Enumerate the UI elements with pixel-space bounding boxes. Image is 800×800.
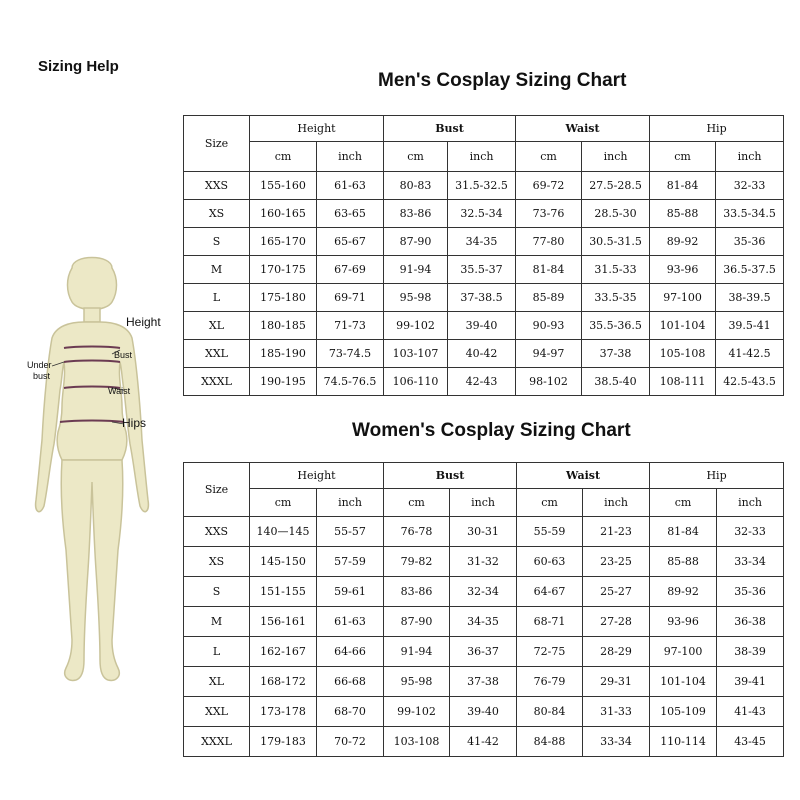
height-inch-cell: 64-66 xyxy=(317,637,384,667)
unit-inch-header: inch xyxy=(317,489,384,517)
hip-cm-cell: 81-84 xyxy=(650,517,717,547)
hip-inch-cell: 35-36 xyxy=(717,577,784,607)
size-cell: XXL xyxy=(184,340,250,368)
waist-header: Waist xyxy=(516,116,650,142)
waist-cm-cell: 64-67 xyxy=(517,577,583,607)
waist-inch-cell: 28-29 xyxy=(583,637,650,667)
waist-cm-cell: 80-84 xyxy=(517,697,583,727)
bust-inch-cell: 35.5-37 xyxy=(448,256,516,284)
waist-inch-cell: 31-33 xyxy=(583,697,650,727)
bust-inch-cell: 31-32 xyxy=(450,547,517,577)
table-row xyxy=(184,312,784,340)
unit-cm-header: cm xyxy=(250,142,317,172)
height-cm-cell: 190-195 xyxy=(250,368,317,396)
unit-cm-header: cm xyxy=(650,142,716,172)
waist-cm-cell: 77-80 xyxy=(516,228,582,256)
bust-inch-cell: 39-40 xyxy=(448,312,516,340)
bust-inch-cell: 37-38 xyxy=(450,667,517,697)
bust-cm-cell: 79-82 xyxy=(384,547,450,577)
unit-cm-header: cm xyxy=(250,489,317,517)
unit-cm-header: cm xyxy=(384,489,450,517)
hip-cm-cell: 97-100 xyxy=(650,637,717,667)
height-cm-cell: 160-165 xyxy=(250,200,317,228)
height-cm-cell: 179-183 xyxy=(250,727,317,757)
bust-cm-cell: 87-90 xyxy=(384,607,450,637)
bust-inch-cell: 40-42 xyxy=(448,340,516,368)
table-row xyxy=(184,517,784,547)
hip-cm-cell: 89-92 xyxy=(650,577,717,607)
waist-inch-cell: 35.5-36.5 xyxy=(582,312,650,340)
hip-header: Hip xyxy=(650,116,784,142)
bust-inch-cell: 31.5-32.5 xyxy=(448,172,516,200)
table-row xyxy=(184,697,784,727)
hip-cm-cell: 101-104 xyxy=(650,312,716,340)
bust-cm-cell: 103-107 xyxy=(384,340,448,368)
unit-cm-header: cm xyxy=(650,489,717,517)
size-header: Size xyxy=(184,463,250,517)
hip-cm-cell: 85-88 xyxy=(650,547,717,577)
men-chart-title: Men's Cosplay Sizing Chart xyxy=(378,70,627,91)
height-inch-cell: 65-67 xyxy=(317,228,384,256)
waist-inch-cell: 27.5-28.5 xyxy=(582,172,650,200)
bust-cm-cell: 95-98 xyxy=(384,667,450,697)
waist-cm-cell: 60-63 xyxy=(517,547,583,577)
bust-cm-cell: 99-102 xyxy=(384,697,450,727)
table-row xyxy=(184,284,784,312)
unit-inch-header: inch xyxy=(582,142,650,172)
under-bust-label-line2: bust xyxy=(33,371,51,381)
unit-inch-header: inch xyxy=(717,489,784,517)
size-cell: XXXL xyxy=(184,368,250,396)
sizing-help-heading: Sizing Help xyxy=(38,58,119,75)
waist-cm-cell: 68-71 xyxy=(517,607,583,637)
hip-cm-cell: 93-96 xyxy=(650,256,716,284)
body-measurement-figure xyxy=(0,250,180,770)
unit-inch-header: inch xyxy=(716,142,784,172)
waist-inch-cell: 23-25 xyxy=(583,547,650,577)
size-cell: S xyxy=(184,577,250,607)
women-table-body xyxy=(184,517,784,757)
size-cell: XXXL xyxy=(184,727,250,757)
height-label: Height xyxy=(126,315,161,329)
waist-inch-cell: 33-34 xyxy=(583,727,650,757)
hip-cm-cell: 89-92 xyxy=(650,228,716,256)
bust-cm-cell: 103-108 xyxy=(384,727,450,757)
height-cm-cell: 185-190 xyxy=(250,340,317,368)
table-row xyxy=(184,340,784,368)
unit-cm-header: cm xyxy=(516,142,582,172)
height-inch-cell: 73-74.5 xyxy=(317,340,384,368)
height-cm-cell: 162-167 xyxy=(250,637,317,667)
hip-inch-cell: 32-33 xyxy=(717,517,784,547)
waist-inch-cell: 28.5-30 xyxy=(582,200,650,228)
waist-cm-cell: 69-72 xyxy=(516,172,582,200)
table-row xyxy=(184,200,784,228)
hip-header: Hip xyxy=(650,463,784,489)
bust-cm-cell: 80-83 xyxy=(384,172,448,200)
waist-inch-cell: 25-27 xyxy=(583,577,650,607)
height-inch-cell: 59-61 xyxy=(317,577,384,607)
bust-cm-cell: 76-78 xyxy=(384,517,450,547)
waist-header: Waist xyxy=(517,463,650,489)
size-cell: XL xyxy=(184,312,250,340)
men-table-body xyxy=(184,172,784,396)
height-cm-cell: 175-180 xyxy=(250,284,317,312)
bust-cm-cell: 83-86 xyxy=(384,200,448,228)
hip-inch-cell: 43-45 xyxy=(717,727,784,757)
bust-inch-cell: 34-35 xyxy=(450,607,517,637)
table-row xyxy=(184,727,784,757)
unit-inch-header: inch xyxy=(317,142,384,172)
bust-inch-cell: 32-34 xyxy=(450,577,517,607)
women-sizing-table xyxy=(183,462,784,757)
height-inch-cell: 55-57 xyxy=(317,517,384,547)
height-inch-cell: 57-59 xyxy=(317,547,384,577)
waist-cm-cell: 55-59 xyxy=(517,517,583,547)
waist-cm-cell: 94-97 xyxy=(516,340,582,368)
hips-label: Hips xyxy=(122,416,147,430)
women-chart-title: Women's Cosplay Sizing Chart xyxy=(352,420,631,441)
bust-inch-cell: 42-43 xyxy=(448,368,516,396)
table-row xyxy=(184,637,784,667)
height-inch-cell: 69-71 xyxy=(317,284,384,312)
height-inch-cell: 66-68 xyxy=(317,667,384,697)
bust-cm-cell: 99-102 xyxy=(384,312,448,340)
waist-label: Waist xyxy=(108,386,131,396)
bust-inch-cell: 30-31 xyxy=(450,517,517,547)
hip-inch-cell: 41-42.5 xyxy=(716,340,784,368)
hip-cm-cell: 81-84 xyxy=(650,172,716,200)
hip-inch-cell: 36.5-37.5 xyxy=(716,256,784,284)
size-cell: L xyxy=(184,637,250,667)
table-row xyxy=(184,607,784,637)
bust-inch-cell: 36-37 xyxy=(450,637,517,667)
table-row xyxy=(184,172,784,200)
size-cell: XXS xyxy=(184,517,250,547)
table-row xyxy=(184,256,784,284)
height-cm-cell: 165-170 xyxy=(250,228,317,256)
waist-cm-cell: 72-75 xyxy=(517,637,583,667)
waist-inch-cell: 29-31 xyxy=(583,667,650,697)
hip-inch-cell: 36-38 xyxy=(717,607,784,637)
hip-inch-cell: 39.5-41 xyxy=(716,312,784,340)
hip-cm-cell: 105-108 xyxy=(650,340,716,368)
size-cell: S xyxy=(184,228,250,256)
height-cm-cell: 140—145 xyxy=(250,517,317,547)
height-inch-cell: 63-65 xyxy=(317,200,384,228)
bust-cm-cell: 91-94 xyxy=(384,256,448,284)
hip-inch-cell: 32-33 xyxy=(716,172,784,200)
men-sizing-table xyxy=(183,115,784,396)
hip-cm-cell: 97-100 xyxy=(650,284,716,312)
waist-inch-cell: 27-28 xyxy=(583,607,650,637)
size-cell: M xyxy=(184,607,250,637)
waist-cm-cell: 84-88 xyxy=(517,727,583,757)
hip-cm-cell: 101-104 xyxy=(650,667,717,697)
hip-cm-cell: 105-109 xyxy=(650,697,717,727)
bust-cm-cell: 91-94 xyxy=(384,637,450,667)
waist-cm-cell: 73-76 xyxy=(516,200,582,228)
waist-cm-cell: 98-102 xyxy=(516,368,582,396)
size-cell: XS xyxy=(184,200,250,228)
table-row xyxy=(184,368,784,396)
height-inch-cell: 68-70 xyxy=(317,697,384,727)
hip-cm-cell: 108-111 xyxy=(650,368,716,396)
under-bust-label-line1: Under xyxy=(27,360,52,370)
bust-inch-cell: 32.5-34 xyxy=(448,200,516,228)
size-cell: L xyxy=(184,284,250,312)
waist-cm-cell: 90-93 xyxy=(516,312,582,340)
size-cell: XXS xyxy=(184,172,250,200)
bust-cm-cell: 83-86 xyxy=(384,577,450,607)
table-row xyxy=(184,577,784,607)
hip-inch-cell: 42.5-43.5 xyxy=(716,368,784,396)
height-header: Height xyxy=(250,463,384,489)
waist-cm-cell: 81-84 xyxy=(516,256,582,284)
size-cell: XL xyxy=(184,667,250,697)
bust-inch-cell: 41-42 xyxy=(450,727,517,757)
waist-inch-cell: 31.5-33 xyxy=(582,256,650,284)
waist-cm-cell: 85-89 xyxy=(516,284,582,312)
waist-inch-cell: 37-38 xyxy=(582,340,650,368)
height-header: Height xyxy=(250,116,384,142)
unit-inch-header: inch xyxy=(450,489,517,517)
size-cell: XS xyxy=(184,547,250,577)
height-cm-cell: 173-178 xyxy=(250,697,317,727)
hip-inch-cell: 38-39 xyxy=(717,637,784,667)
waist-inch-cell: 33.5-35 xyxy=(582,284,650,312)
table-row xyxy=(184,547,784,577)
size-header: Size xyxy=(184,116,250,172)
hip-inch-cell: 41-43 xyxy=(717,697,784,727)
height-cm-cell: 180-185 xyxy=(250,312,317,340)
height-inch-cell: 71-73 xyxy=(317,312,384,340)
bust-cm-cell: 95-98 xyxy=(384,284,448,312)
height-cm-cell: 170-175 xyxy=(250,256,317,284)
unit-inch-header: inch xyxy=(583,489,650,517)
bust-inch-cell: 37-38.5 xyxy=(448,284,516,312)
table-row xyxy=(184,667,784,697)
hip-cm-cell: 110-114 xyxy=(650,727,717,757)
hip-inch-cell: 39-41 xyxy=(717,667,784,697)
bust-label: Bust xyxy=(114,350,133,360)
size-cell: XXL xyxy=(184,697,250,727)
waist-inch-cell: 38.5-40 xyxy=(582,368,650,396)
bust-header: Bust xyxy=(384,463,517,489)
bust-cm-cell: 87-90 xyxy=(384,228,448,256)
hip-inch-cell: 38-39.5 xyxy=(716,284,784,312)
unit-inch-header: inch xyxy=(448,142,516,172)
bust-inch-cell: 39-40 xyxy=(450,697,517,727)
waist-inch-cell: 21-23 xyxy=(583,517,650,547)
height-inch-cell: 67-69 xyxy=(317,256,384,284)
table-row xyxy=(184,228,784,256)
height-inch-cell: 74.5-76.5 xyxy=(317,368,384,396)
waist-cm-cell: 76-79 xyxy=(517,667,583,697)
bust-header: Bust xyxy=(384,116,516,142)
bust-cm-cell: 106-110 xyxy=(384,368,448,396)
height-cm-cell: 145-150 xyxy=(250,547,317,577)
height-inch-cell: 70-72 xyxy=(317,727,384,757)
hip-inch-cell: 33-34 xyxy=(717,547,784,577)
height-cm-cell: 156-161 xyxy=(250,607,317,637)
waist-inch-cell: 30.5-31.5 xyxy=(582,228,650,256)
unit-cm-header: cm xyxy=(517,489,583,517)
height-cm-cell: 151-155 xyxy=(250,577,317,607)
height-cm-cell: 155-160 xyxy=(250,172,317,200)
hip-cm-cell: 93-96 xyxy=(650,607,717,637)
height-cm-cell: 168-172 xyxy=(250,667,317,697)
hip-cm-cell: 85-88 xyxy=(650,200,716,228)
size-cell: M xyxy=(184,256,250,284)
height-inch-cell: 61-63 xyxy=(317,607,384,637)
unit-cm-header: cm xyxy=(384,142,448,172)
hip-inch-cell: 33.5-34.5 xyxy=(716,200,784,228)
bust-inch-cell: 34-35 xyxy=(448,228,516,256)
height-inch-cell: 61-63 xyxy=(317,172,384,200)
hip-inch-cell: 35-36 xyxy=(716,228,784,256)
